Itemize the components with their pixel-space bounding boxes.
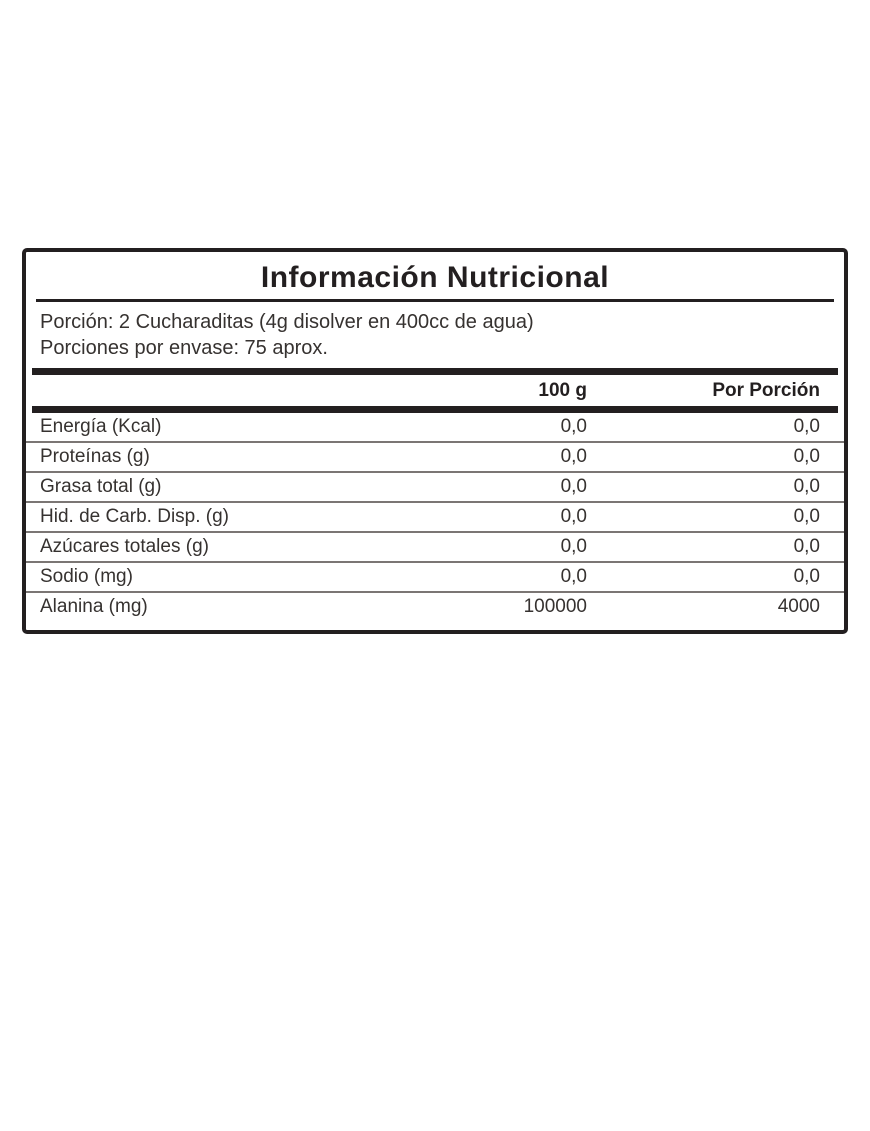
value-per-serving: 4000 xyxy=(777,596,820,617)
table-row xyxy=(26,413,844,441)
table-row xyxy=(26,501,844,531)
nutrient-name: Proteínas (g) xyxy=(40,446,150,467)
table-row xyxy=(26,591,844,621)
value-per-serving: 0,0 xyxy=(793,446,820,467)
value-per-100g: 0,0 xyxy=(560,566,587,587)
nutrient-name: Grasa total (g) xyxy=(40,476,162,497)
table-header-row xyxy=(26,375,844,406)
nutrient-name: Alanina (mg) xyxy=(40,596,148,617)
column-header-per-serving: Por Porción xyxy=(712,380,820,401)
value-per-100g: 100000 xyxy=(523,596,587,617)
serving-info xyxy=(26,309,844,361)
column-header-per-100g: 100 g xyxy=(538,380,587,401)
serving-size-line: Porción: 2 Cucharaditas (4g disolver en 400cc de agua) xyxy=(40,311,534,333)
value-per-serving: 0,0 xyxy=(793,566,820,587)
value-per-serving: 0,0 xyxy=(793,506,820,527)
value-per-serving: 0,0 xyxy=(793,416,820,437)
nutrition-label-title: Información Nutricional xyxy=(260,261,610,294)
table-row xyxy=(26,531,844,561)
nutrition-label-box xyxy=(22,248,848,634)
section-divider-bar-top xyxy=(32,368,838,375)
nutrient-name: Energía (Kcal) xyxy=(40,416,162,437)
value-per-100g: 0,0 xyxy=(560,416,587,437)
value-per-100g: 0,0 xyxy=(560,506,587,527)
value-per-serving: 0,0 xyxy=(793,476,820,497)
table-row xyxy=(26,471,844,501)
servings-per-container-line: Porciones por envase: 75 aprox. xyxy=(40,337,328,359)
value-per-serving: 0,0 xyxy=(793,536,820,557)
nutrient-name: Sodio (mg) xyxy=(40,566,133,587)
nutrient-name: Azúcares totales (g) xyxy=(40,536,209,557)
title-divider-rule xyxy=(36,299,834,302)
section-divider-bar-bottom xyxy=(32,406,838,413)
value-per-100g: 0,0 xyxy=(560,446,587,467)
value-per-100g: 0,0 xyxy=(560,476,587,497)
nutrition-table xyxy=(26,413,844,621)
table-row xyxy=(26,441,844,471)
nutrient-name: Hid. de Carb. Disp. (g) xyxy=(40,506,230,527)
table-row xyxy=(26,561,844,591)
value-per-100g: 0,0 xyxy=(560,536,587,557)
